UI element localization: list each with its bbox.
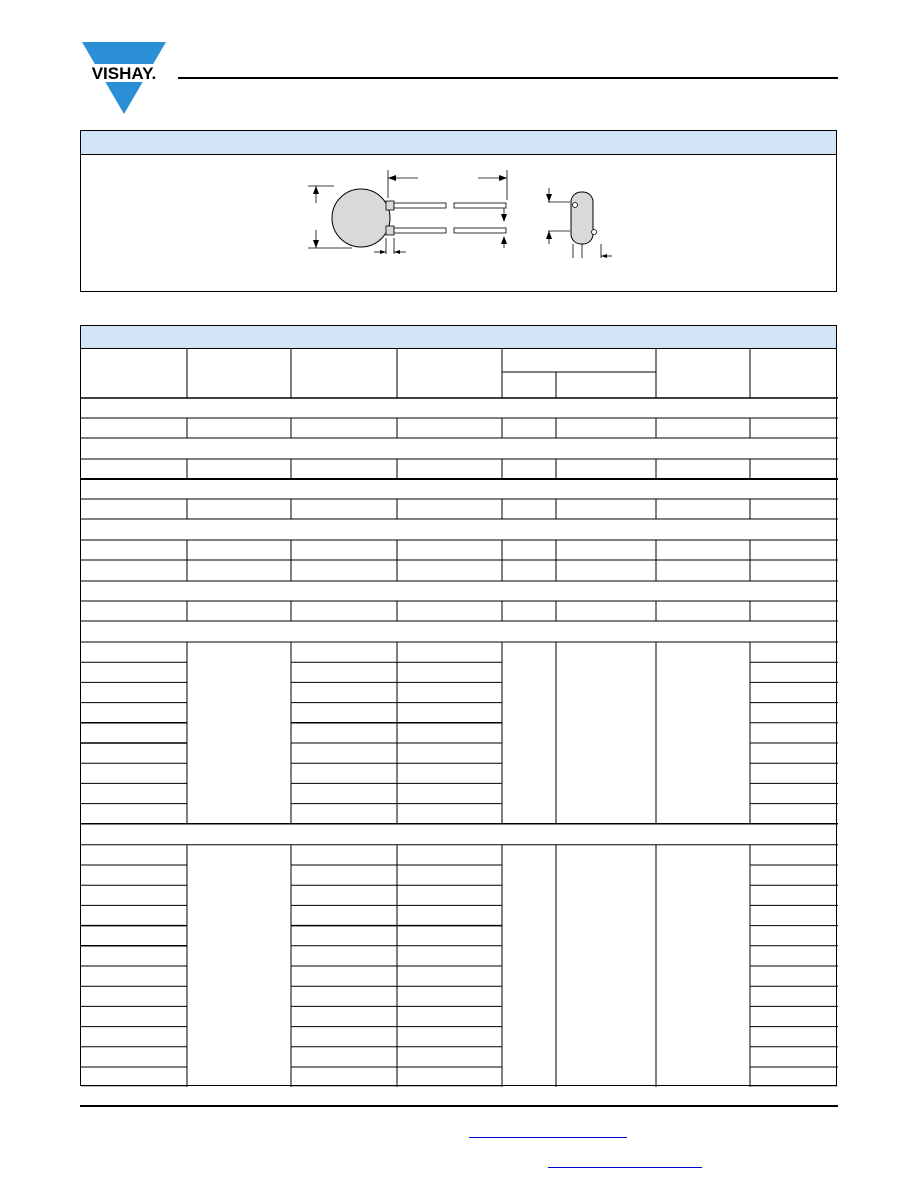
vishay-logo (78, 42, 170, 114)
footer-rule (80, 1105, 838, 1107)
footer-link-2[interactable] (548, 1167, 702, 1168)
ratings-table-grid (81, 326, 838, 1087)
header-rule (178, 77, 838, 79)
footer-link-1[interactable] (469, 1137, 627, 1138)
dimension-drawing (306, 148, 626, 258)
ratings-table-section (80, 325, 837, 1086)
logo-wordmark: VISHAY. (91, 64, 157, 83)
dimensions-section (80, 130, 837, 292)
